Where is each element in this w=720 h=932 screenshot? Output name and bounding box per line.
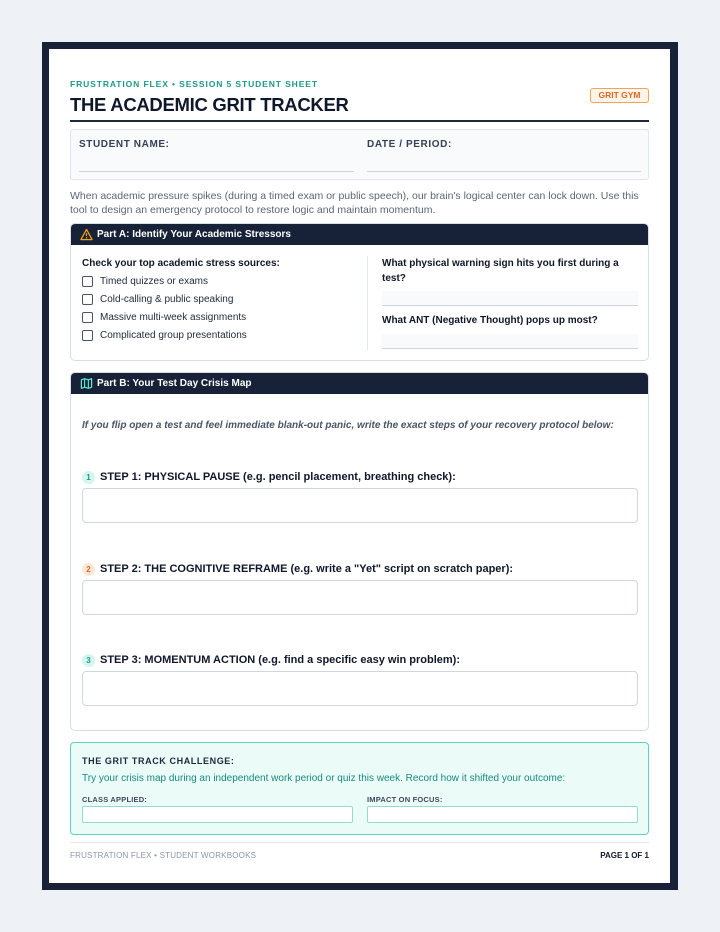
student-name-label: STUDENT NAME: [79,139,170,150]
step-2-number: 2 [82,563,95,576]
checkbox[interactable] [82,276,93,287]
challenge-title: THE GRIT TRACK CHALLENGE: [82,756,235,766]
warning-sign-answer[interactable] [382,291,638,306]
step-3-number: 3 [82,654,95,667]
stressor-label: Timed quizzes or exams [100,276,208,287]
student-name-field[interactable] [79,171,354,172]
grit-gym-badge: GRIT GYM [590,88,649,103]
checkbox[interactable] [82,330,93,341]
step-1-label: STEP 1: PHYSICAL PAUSE (e.g. pencil placement, breathing check): [100,471,456,483]
column-divider [367,256,368,350]
ant-answer[interactable] [382,334,638,349]
map-icon [80,377,93,390]
grit-challenge-box [70,742,649,835]
part-b-header [71,373,648,394]
date-period-field[interactable] [367,171,641,172]
crisis-instruction: If you flip open a test and feel immediate blank-out panic, write the exact steps of your recovery protocol below: [82,420,614,431]
part-a-panel [70,223,649,361]
footer-series: FRUSTRATION FLEX • STUDENT WORKBOOKS [70,851,257,860]
step-3-answer-box[interactable] [82,671,638,706]
step-1-number: 1 [82,471,95,484]
step-1-answer-box[interactable] [82,488,638,523]
part-a-title: Part A: Identify Your Academic Stressors [97,229,291,240]
stressor-label: Cold-calling & public speaking [100,294,234,305]
impact-on-focus-field[interactable] [367,806,638,823]
step-2-label: STEP 2: THE COGNITIVE REFRAME (e.g. write a "Yet" script on scratch paper): [100,563,514,575]
title-rule [70,120,649,122]
student-info-box [70,129,649,180]
page-title: THE ACADEMIC GRIT TRACKER [70,94,349,115]
part-b-title: Part B: Your Test Day Crisis Map [97,378,252,389]
warning-icon [80,228,93,241]
footer-rule [70,842,649,843]
checkbox[interactable] [82,312,93,323]
session-kicker: FRUSTRATION FLEX • SESSION 5 STUDENT SHEET [70,79,318,89]
stressor-label: Complicated group presentations [100,330,247,341]
warning-sign-question: What physical warning sign hits you first during a test? [382,258,619,284]
date-period-label: DATE / PERIOD: [367,139,452,150]
checklist-title: Check your top academic stress sources: [82,258,280,269]
stressor-label: Massive multi-week assignments [100,312,247,323]
part-b-panel [70,372,649,731]
intro-text: When academic pressure spikes (during a timed exam or public speech), our brain's logical center can lock down. Use this tool to design an emergency protocol to restore logic and maintain momentum. [70,190,639,216]
checkbox[interactable] [82,294,93,305]
ant-question: What ANT (Negative Thought) pops up most? [382,315,598,326]
step-3-label: STEP 3: MOMENTUM ACTION (e.g. find a specific easy win problem): [100,654,460,666]
challenge-text: Try your crisis map during an independent work period or quiz this week. Record how it shifted your outcome: [82,773,566,784]
footer-page-number: PAGE 1 OF 1 [600,851,649,860]
class-applied-label: CLASS APPLIED: [82,795,148,804]
part-a-header [71,224,648,245]
impact-on-focus-label: IMPACT ON FOCUS: [367,795,443,804]
class-applied-field[interactable] [82,806,353,823]
step-2-answer-box[interactable] [82,580,638,615]
